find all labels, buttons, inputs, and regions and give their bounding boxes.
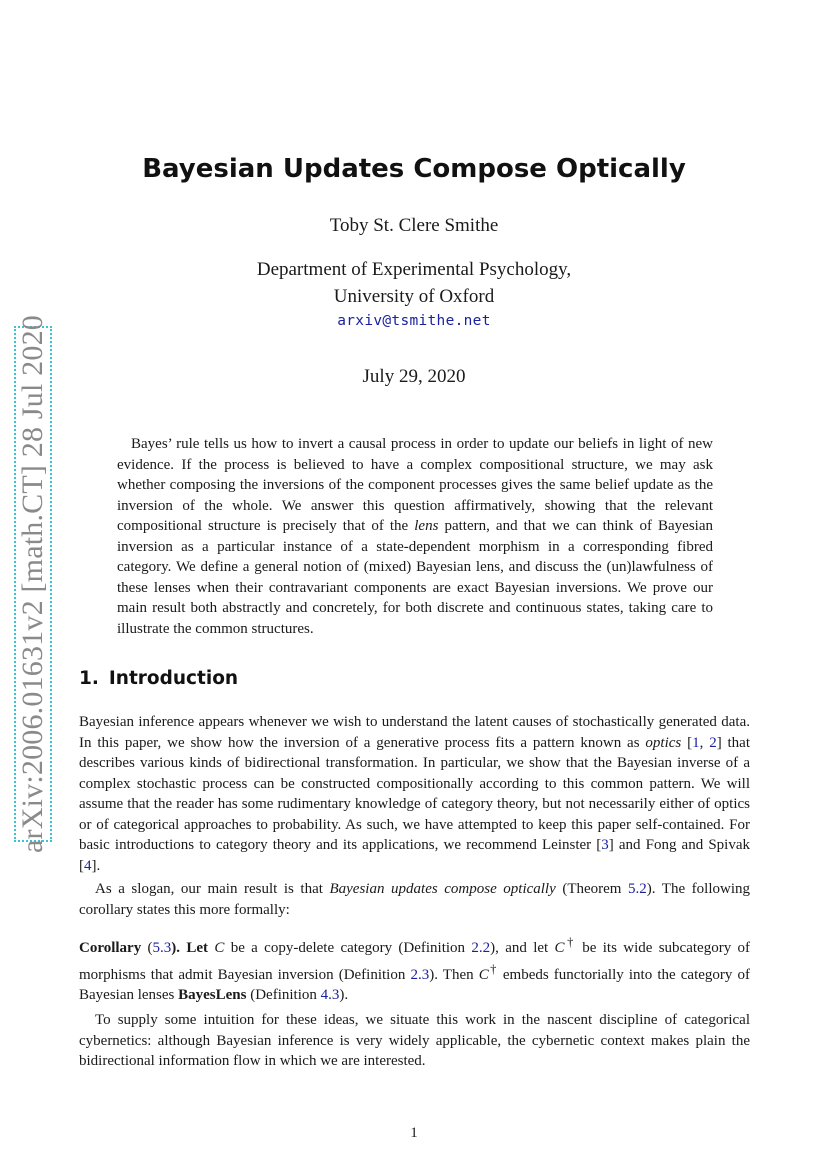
corollary-text: ), and let — [490, 940, 555, 956]
citation-link[interactable]: 4 — [84, 857, 92, 874]
section-number: 1. — [79, 668, 99, 689]
corollary-text: (Definition — [246, 987, 321, 1003]
corollary-ref-link[interactable]: 5.3 — [152, 940, 172, 956]
abstract — [117, 434, 713, 639]
citation-link[interactable]: 3 — [601, 837, 609, 853]
corollary-text: ). Let — [171, 940, 215, 956]
email-line — [0, 309, 828, 331]
corollary-text: be a copy-delete category (Definition — [224, 940, 472, 956]
corollary-statement — [79, 932, 750, 1006]
para1-text: , — [699, 734, 710, 751]
author-name: Toby St. Clere Smithe — [329, 215, 499, 236]
arxiv-stamp-text: arXiv:2006.01631v2 [math.CT] 28 Jul 2020 — [16, 315, 49, 853]
optics-term: optics — [645, 734, 682, 751]
intro-paragraph-3: To supply some intuition for these ideas, we situate this work in the nascent discipline of categorical cybernetics: although Bayesian inference is very widely applicable, the cybernetic context makes plain the bidirectional information flow in which we are interested. — [79, 1012, 750, 1069]
arxiv-stamp — [14, 315, 52, 853]
corollary-text: ). Then — [429, 966, 479, 983]
slogan-text: Bayesian updates compose optically — [329, 881, 556, 897]
corollary-text: ). — [339, 987, 349, 1003]
para1-text: [ — [681, 734, 693, 751]
category-symbol: C — [478, 966, 489, 983]
para2-text: As a slogan, our main result is that — [95, 881, 330, 897]
affiliation-line-2: University of Oxford — [333, 286, 495, 307]
affiliation-line-1: Department of Experimental Psychology, — [256, 259, 572, 280]
definition-ref-link[interactable]: 2.3 — [410, 966, 430, 983]
corollary-label: Corollary — [79, 940, 142, 956]
citation-link[interactable]: 2 — [709, 734, 717, 751]
bayeslens-term: BayesLens — [178, 987, 247, 1003]
abstract-lens-term: lens — [414, 518, 439, 534]
abstract-text-2: pattern, and that we can think of Bayesian inversion as a particular instance of a state-dependent morphism in a corresponding fibred category. We define a general notion of (mixed) Bayesian lens, and discuss the (un)lawfulness of these lenses when their contravariant components are exact Bayesian inversions. We prove our main result both abstractly and concretely, for both discrete and continuous states, taking care to illustrate the common structures. — [117, 518, 713, 637]
definition-ref-link[interactable]: 4.3 — [320, 987, 340, 1003]
paper-date: July 29, 2020 — [362, 366, 466, 387]
para1-text: ] that describes various kinds of bidirectional transformation. In particular, we show that the Bayesian inverse of a complex stochastic process can be constructed compositionally according to this common pattern. We will assume that the reader has some rudimentary knowledge of category theory, but not necessarily either of optics or of categorical approaches to probability. As such, we have attempted to keep this paper self-contained. For basic introductions to category theory and its applications, we recommend Leinster [ — [79, 734, 751, 853]
abstract-text-1: Bayes’ rule tells us how to invert a causal process in order to update our beliefs in light of new evidence. If the process is believed to have a complex compositional structure, we may ask whether composing the inversions of the component processes gives the same belief update as the inversion of the whole. We answer this question affirmatively, showing that the relevant compositional structure is precisely that of the — [117, 436, 713, 534]
para2-text: ). The following corollary states this more formally: — [79, 881, 750, 918]
theorem-ref-link[interactable]: 5.2 — [628, 881, 647, 897]
section-heading — [79, 668, 238, 689]
para1-text: ]. — [91, 857, 101, 874]
dagger-symbol: † — [488, 961, 498, 976]
para2-text: (Theorem — [555, 881, 629, 897]
corollary-text: ( — [141, 940, 153, 956]
paper-title: Bayesian Updates Compose Optically — [142, 154, 686, 184]
intro-paragraph-2 — [79, 879, 750, 920]
citation-link[interactable]: 1 — [692, 734, 700, 751]
intro-paragraph-1 — [79, 712, 750, 876]
para1-text: ] and Fong and Spivak [ — [79, 837, 750, 874]
corollary-text: be its wide subcategory of morphisms that admit Bayesian inversion (Definition — [79, 940, 751, 983]
section-title: Introduction — [108, 668, 239, 689]
page-number: 1 — [410, 1125, 418, 1141]
author-email[interactable]: arxiv@tsmithe.net — [337, 313, 491, 329]
category-symbol: C — [554, 940, 565, 956]
definition-ref-link[interactable]: 2.2 — [471, 940, 491, 956]
dagger-symbol: † — [564, 935, 576, 949]
category-symbol: C — [214, 940, 225, 956]
para1-text: Bayesian inference appears whenever we wish to understand the latent causes of stochastically generated data. In this paper, we show how the inversion of a generative process fits a pattern known as — [79, 714, 750, 751]
corollary-text: embeds functorially into the category of Bayesian lenses — [79, 966, 751, 1003]
